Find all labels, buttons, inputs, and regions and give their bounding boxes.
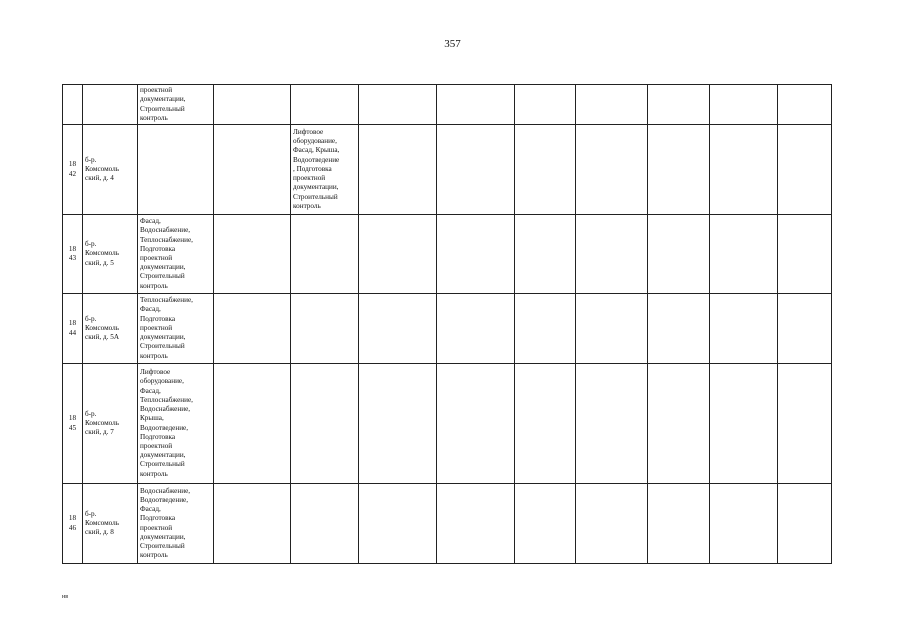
empty-cell [648,484,710,564]
row-number-cell [63,364,83,484]
empty-cell [778,294,832,364]
empty-cell [437,85,515,125]
table-row [63,484,832,564]
works-cell [291,85,359,125]
works-cell [138,484,214,564]
row-number-cell [63,85,83,125]
table-row [63,364,832,484]
address-cell-text: б-р. Комсомоль ский, д. 8 [85,509,119,537]
empty-cell [778,215,832,294]
empty-cell [515,85,576,125]
empty-cell [515,125,576,215]
empty-cell [710,85,778,125]
empty-cell [214,294,291,364]
address-cell [83,294,138,364]
works-cell [291,125,359,215]
empty-cell [359,294,437,364]
empty-cell [437,364,515,484]
empty-cell [214,85,291,125]
empty-cell [648,125,710,215]
row-number-cell-text: 18 45 [68,414,77,432]
address-cell-text: б-р. Комсомоль ский, д. 5 [85,240,119,267]
empty-cell [576,215,648,294]
works-cell [138,85,214,125]
address-cell [83,125,138,215]
works-cell-text: Лифтовое оборудование, Фасад, Крыша, Водоотведение , Подготовка проектной документации, Строительный контроль [293,128,340,210]
row-number-cell [63,294,83,364]
works-cell-text: Теплоснабжение, Фасад, Подготовка проектной документации, Строительный контроль [140,296,193,360]
address-cell-text: б-р. Комсомоль ский, д. 7 [85,409,119,437]
empty-cell [576,484,648,564]
works-cell-text: Лифтовое оборудование, Фасад, Теплоснабжение, Водоснабжение, Крыша, Водоотведение, Подготовка проектной документации, Строительный контроль [140,368,193,478]
table-row [63,125,832,215]
empty-cell [710,484,778,564]
works-cell [291,294,359,364]
empty-cell [576,125,648,215]
empty-cell [214,125,291,215]
empty-cell [359,484,437,564]
empty-cell [214,215,291,294]
empty-cell [437,484,515,564]
works-cell [138,364,214,484]
empty-cell [778,125,832,215]
empty-cell [576,85,648,125]
works-cell-text: Водоснабжение, Водоотведение, Фасад, Подготовка проектной документации, Строительный контроль [140,486,191,560]
table-row [63,85,832,125]
empty-cell [710,215,778,294]
empty-cell [648,294,710,364]
works-cell-text: проектной документации, Строительный контроль [140,86,186,122]
address-cell [83,364,138,484]
empty-cell [214,364,291,484]
row-number-cell-text: 18 43 [68,244,77,262]
empty-cell [710,125,778,215]
empty-cell [648,364,710,484]
empty-cell [515,364,576,484]
empty-cell [710,364,778,484]
empty-cell [437,294,515,364]
empty-cell [648,215,710,294]
works-cell-text: Фасад, Водоснабжение, Теплоснабжение, Подготовка проектной документации, Строительный контроль [140,217,193,290]
row-number-cell-text: 18 44 [68,319,77,337]
address-cell [83,85,138,125]
works-cell [138,215,214,294]
table-row [63,294,832,364]
works-cell [138,294,214,364]
footer-mark: нв [62,594,69,600]
row-number-cell [63,215,83,294]
works-cell [138,125,214,215]
address-cell-text: б-р. Комсомоль ский, д. 4 [85,155,119,183]
row-number-cell-text: 18 46 [68,514,77,532]
works-cell [291,484,359,564]
row-number-cell [63,484,83,564]
works-cell [291,215,359,294]
empty-cell [214,484,291,564]
empty-cell [576,294,648,364]
row-number-cell [63,125,83,215]
address-cell-text: б-р. Комсомоль ский, д. 5А [85,314,120,342]
works-cell [291,364,359,484]
empty-cell [778,364,832,484]
empty-cell [576,364,648,484]
empty-cell [515,484,576,564]
empty-cell [437,125,515,215]
repair-schedule-table [62,84,832,564]
address-cell [83,484,138,564]
empty-cell [515,294,576,364]
empty-cell [648,85,710,125]
empty-cell [359,125,437,215]
empty-cell [359,85,437,125]
address-cell [83,215,138,294]
table-row [63,215,832,294]
page-number: 357 [444,38,461,50]
row-number-cell-text: 18 42 [68,160,77,178]
empty-cell [437,215,515,294]
empty-cell [778,85,832,125]
empty-cell [515,215,576,294]
empty-cell [710,294,778,364]
empty-cell [359,215,437,294]
empty-cell [359,364,437,484]
empty-cell [778,484,832,564]
